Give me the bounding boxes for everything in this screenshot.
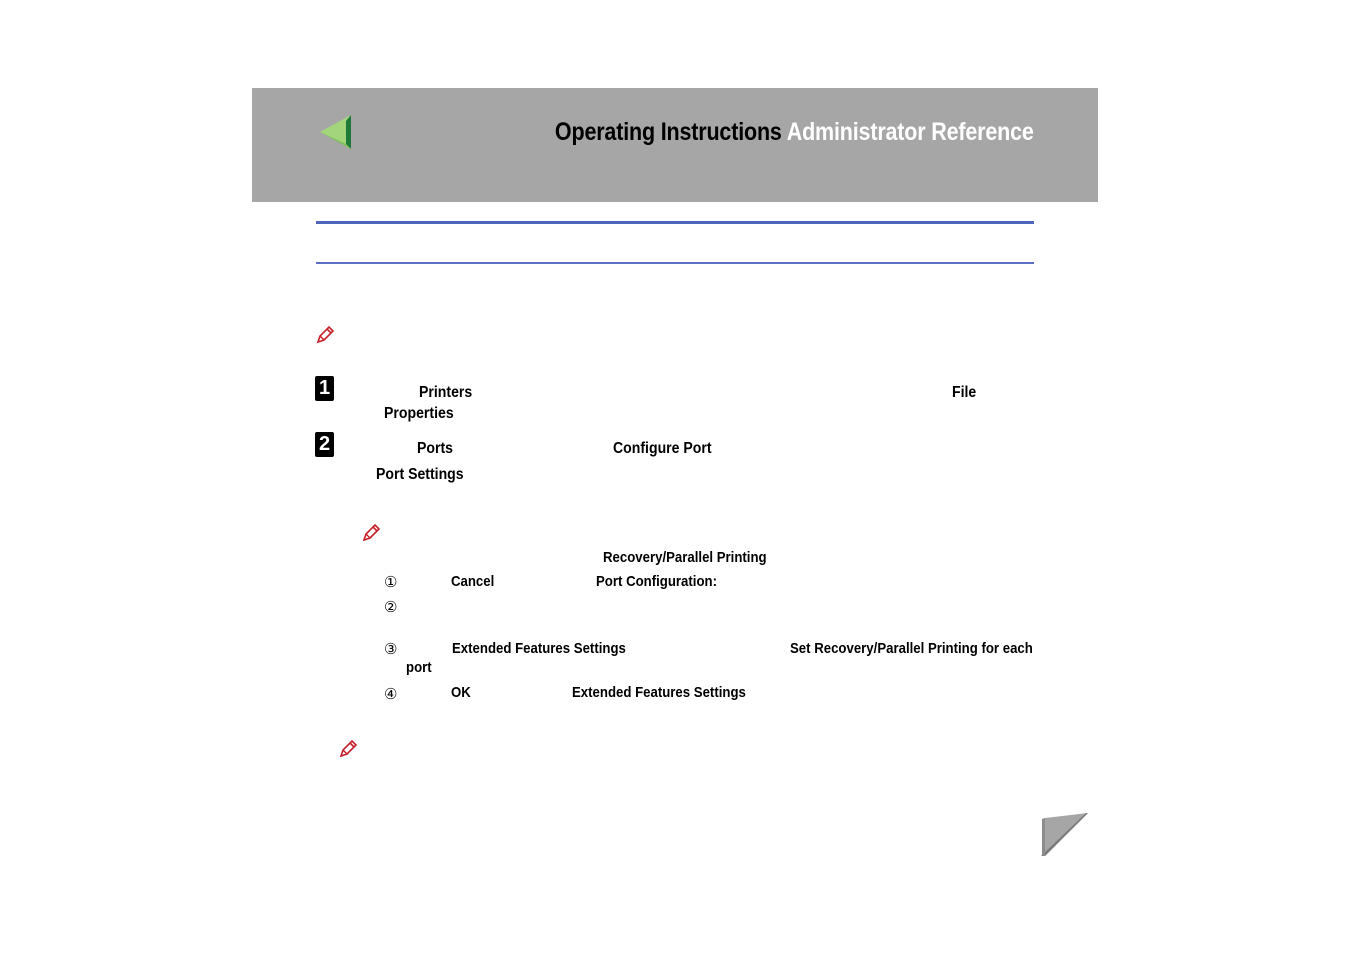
term-port-settings: Port Settings <box>376 466 464 483</box>
list-marker-2: ② <box>384 599 398 616</box>
title-main: Operating Instructions <box>555 118 783 146</box>
term-configure-port: Configure Port <box>613 440 712 457</box>
list-marker-4: ④ <box>384 686 398 703</box>
page-curl-icon <box>1038 811 1090 859</box>
section-rule-top <box>316 221 1034 224</box>
pencil-icon <box>361 523 381 543</box>
list-marker-1: ① <box>384 574 398 591</box>
step-number-2: 2 <box>315 432 334 457</box>
back-button[interactable] <box>318 113 356 151</box>
term-ok: OK <box>451 684 471 701</box>
title-sub: Administrator Reference <box>787 118 1034 146</box>
term-set-recovery: Set Recovery/Parallel Printing for each <box>790 640 1033 657</box>
term-recovery-parallel: Recovery/Parallel Printing <box>603 549 767 566</box>
section-rule-bottom <box>316 262 1034 264</box>
term-port-configuration: Port Configuration: <box>596 573 717 590</box>
pencil-icon <box>315 325 335 345</box>
term-printers: Printers <box>419 384 473 401</box>
term-ports: Ports <box>417 440 453 457</box>
page-title <box>555 118 1034 147</box>
term-port: port <box>406 659 432 676</box>
next-page-button[interactable] <box>1038 811 1090 859</box>
term-properties: Properties <box>384 405 454 422</box>
triangle-left-icon <box>318 113 356 151</box>
term-file: File <box>952 384 977 401</box>
term-cancel: Cancel <box>451 573 495 590</box>
term-extended-features-2: Extended Features Settings <box>572 684 746 701</box>
step-number-1: 1 <box>315 376 334 401</box>
pencil-icon <box>338 739 358 759</box>
term-extended-features: Extended Features Settings <box>452 640 626 657</box>
list-marker-3: ③ <box>384 641 398 658</box>
